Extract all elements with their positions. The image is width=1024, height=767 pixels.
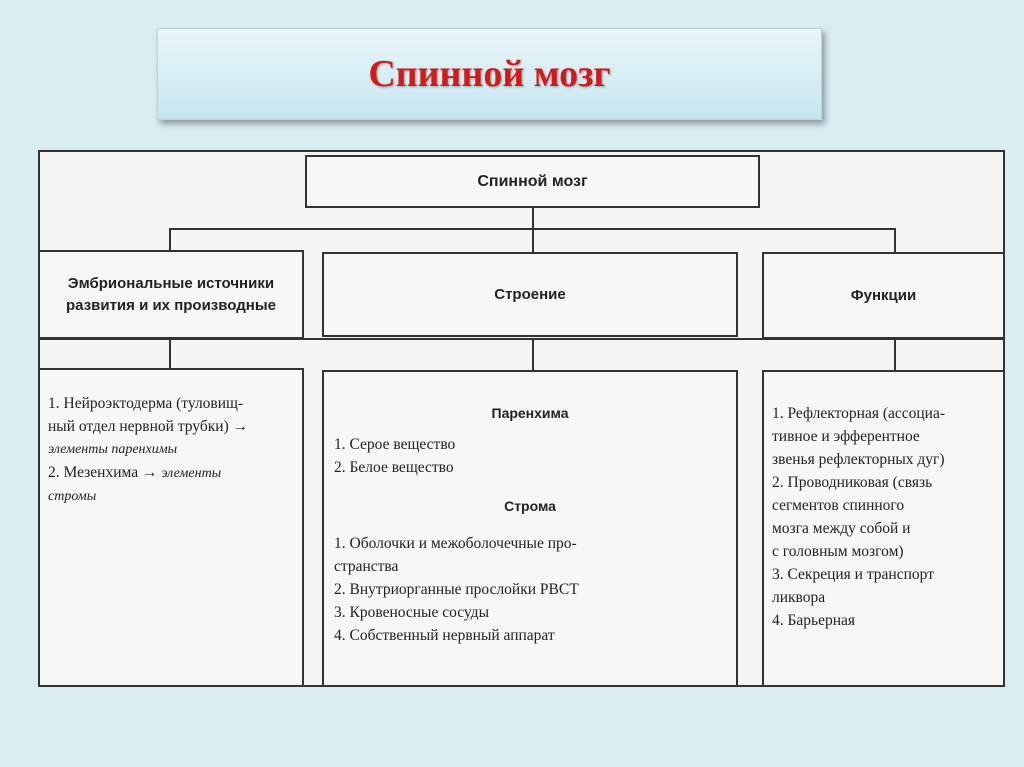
text-line: мозга между собой и (772, 520, 911, 537)
connector (532, 228, 534, 252)
connector (894, 228, 896, 252)
functions-content (762, 370, 1005, 687)
text-line: звенья рефлекторных дуг) (772, 451, 945, 468)
parenchyma-title: Паренхима (491, 405, 569, 421)
connector (532, 207, 534, 229)
text-line: 4. Барьерная (772, 612, 856, 629)
header-structure: Строение (322, 252, 738, 337)
text-line: 2. Внутриорганные прослойки РВСТ (334, 581, 579, 598)
text-line: сегментов спинного (772, 497, 905, 514)
text-line: элементы паренхимы (48, 442, 178, 457)
connector (169, 338, 171, 369)
text-line: 3. Секреция и транспорт (772, 566, 934, 583)
text-line: ный отдел нервной трубки) → (48, 418, 249, 435)
root-node: Спинной мозг (305, 155, 760, 208)
text-line: 2. Белое вещество (334, 459, 454, 476)
connector (38, 338, 1005, 340)
text-line: ликвора (772, 589, 826, 606)
text: элементы (161, 466, 222, 481)
text-line: тивное и эфферентное (772, 428, 920, 445)
connector (169, 228, 171, 251)
stroma-title: Строма (504, 498, 556, 514)
text-line: 3. Кровеносные сосуды (334, 604, 489, 621)
slide-title: Спинной мозг (368, 53, 611, 95)
text-line: 4. Собственный нервный аппарат (334, 627, 555, 644)
connector (894, 338, 896, 371)
text-line: 1. Серое вещество (334, 436, 456, 453)
text-line (48, 461, 294, 485)
header-embryonic: Эмбриональные источники развития и их производные (38, 250, 304, 339)
text-line: 1. Оболочки и межоболочечные про- (334, 535, 577, 552)
text: 2. Мезенхима → (48, 464, 158, 481)
text-line: 1. Рефлекторная (ассоциа- (772, 405, 946, 422)
structure-content (322, 370, 738, 687)
connector (532, 338, 534, 371)
embryonic-content (38, 368, 304, 687)
text-line: 1. Нейроэктодерма (туловищ- (48, 395, 244, 412)
header-functions: Функции (762, 252, 1005, 339)
text-line: 2. Проводниковая (связь (772, 474, 933, 491)
text-line: странства (334, 558, 399, 575)
text-line: стромы (48, 489, 97, 504)
slide-title-box (157, 28, 822, 120)
text-line: с головным мозгом) (772, 543, 904, 560)
